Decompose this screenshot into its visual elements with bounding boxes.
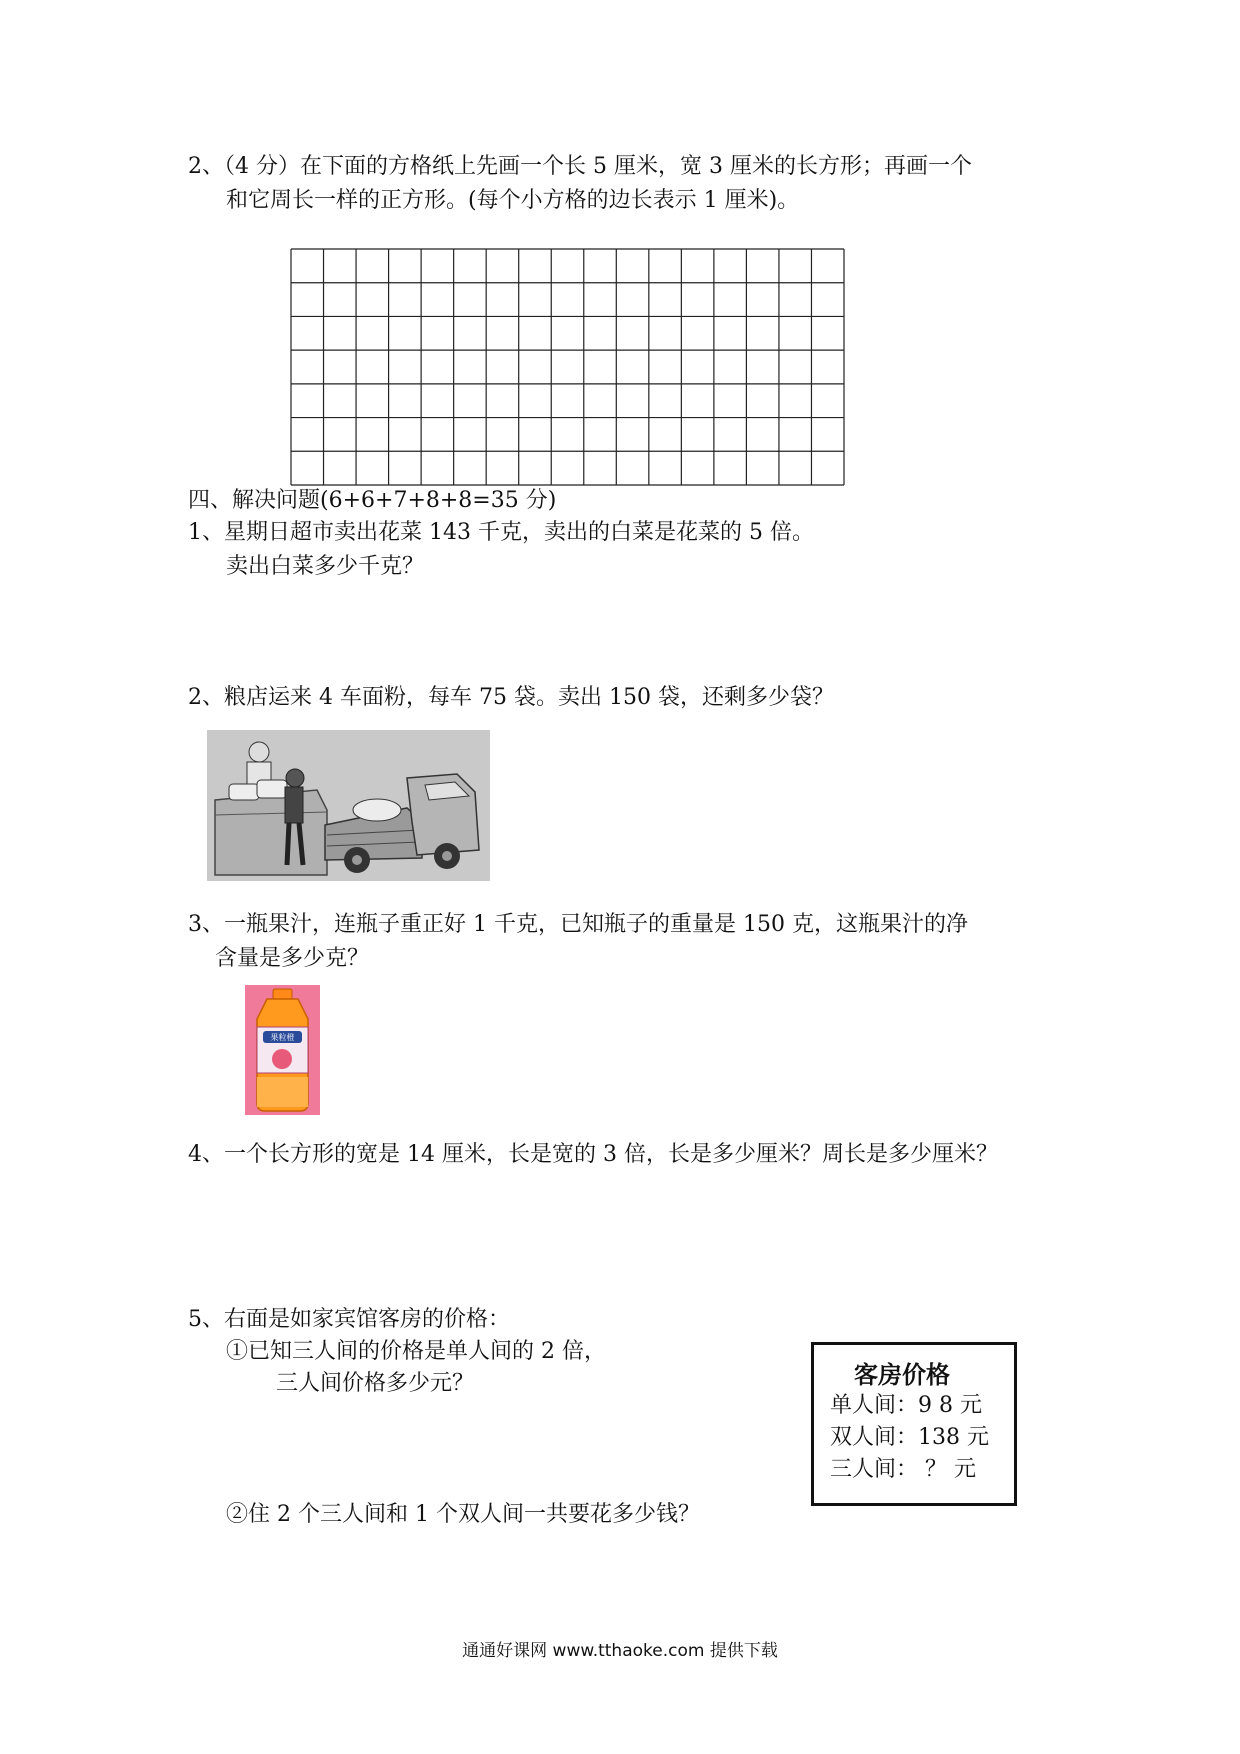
square-grid-paper <box>290 248 845 486</box>
problem-4-text: 4、一个长方形的宽是 14 厘米，长是宽的 3 倍，长是多少厘米？周长是多少厘米？ <box>188 1142 998 1167</box>
room-price-title: 客房价格 <box>854 1361 950 1389</box>
problem-5-intro: 5、右面是如家宾馆客房的价格： <box>188 1307 510 1332</box>
problem-5-q1-line2: 三人间价格多少元？ <box>276 1371 475 1396</box>
problem-2-text: 2、粮店运来 4 车面粉，每车 75 袋。卖出 150 袋，还剩多少袋？ <box>188 685 834 710</box>
problem-1-line2: 卖出白菜多少千克？ <box>226 554 425 579</box>
footer-text: 通通好课网 www.tthaoke.com 提供下载 <box>462 1641 778 1661</box>
price-row-triple: 三人间： ？ 元 <box>830 1457 976 1482</box>
problem-5-q2: ②住 2 个三人间和 1 个双人间一共要花多少钱？ <box>226 1502 700 1527</box>
juice-label-text: 果粒橙 <box>270 1033 295 1042</box>
q2-text-line1: 2、（4 分）在下面的方格纸上先画一个长 5 厘米，宽 3 厘米的长方形；再画一个 <box>188 154 972 179</box>
problem-5-q1-line1: ①已知三人间的价格是单人间的 2 倍， <box>226 1339 606 1364</box>
truck-illustration <box>207 730 490 881</box>
price-row-single: 单人间：9 8 元 <box>830 1393 982 1418</box>
juice-bottle-picture <box>245 985 320 1115</box>
problem-1-line1: 1、星期日超市卖出花菜 143 千克，卖出的白菜是花菜的 5 倍。 <box>188 520 814 545</box>
problem-3-line1: 3、一瓶果汁，连瓶子重正好 1 千克，已知瓶子的重量是 150 克，这瓶果汁的净 <box>188 912 968 937</box>
price-row-double: 双人间：138 元 <box>830 1425 989 1450</box>
room-price-box <box>811 1342 1017 1506</box>
problem-3-line2: 含量是多少克？ <box>215 946 370 971</box>
section-heading: 四、解决问题(6+6+7+8+8=35 分) <box>188 488 557 513</box>
q2-text-line2: 和它周长一样的正方形。(每个小方格的边长表示 1 厘米)。 <box>226 188 800 213</box>
